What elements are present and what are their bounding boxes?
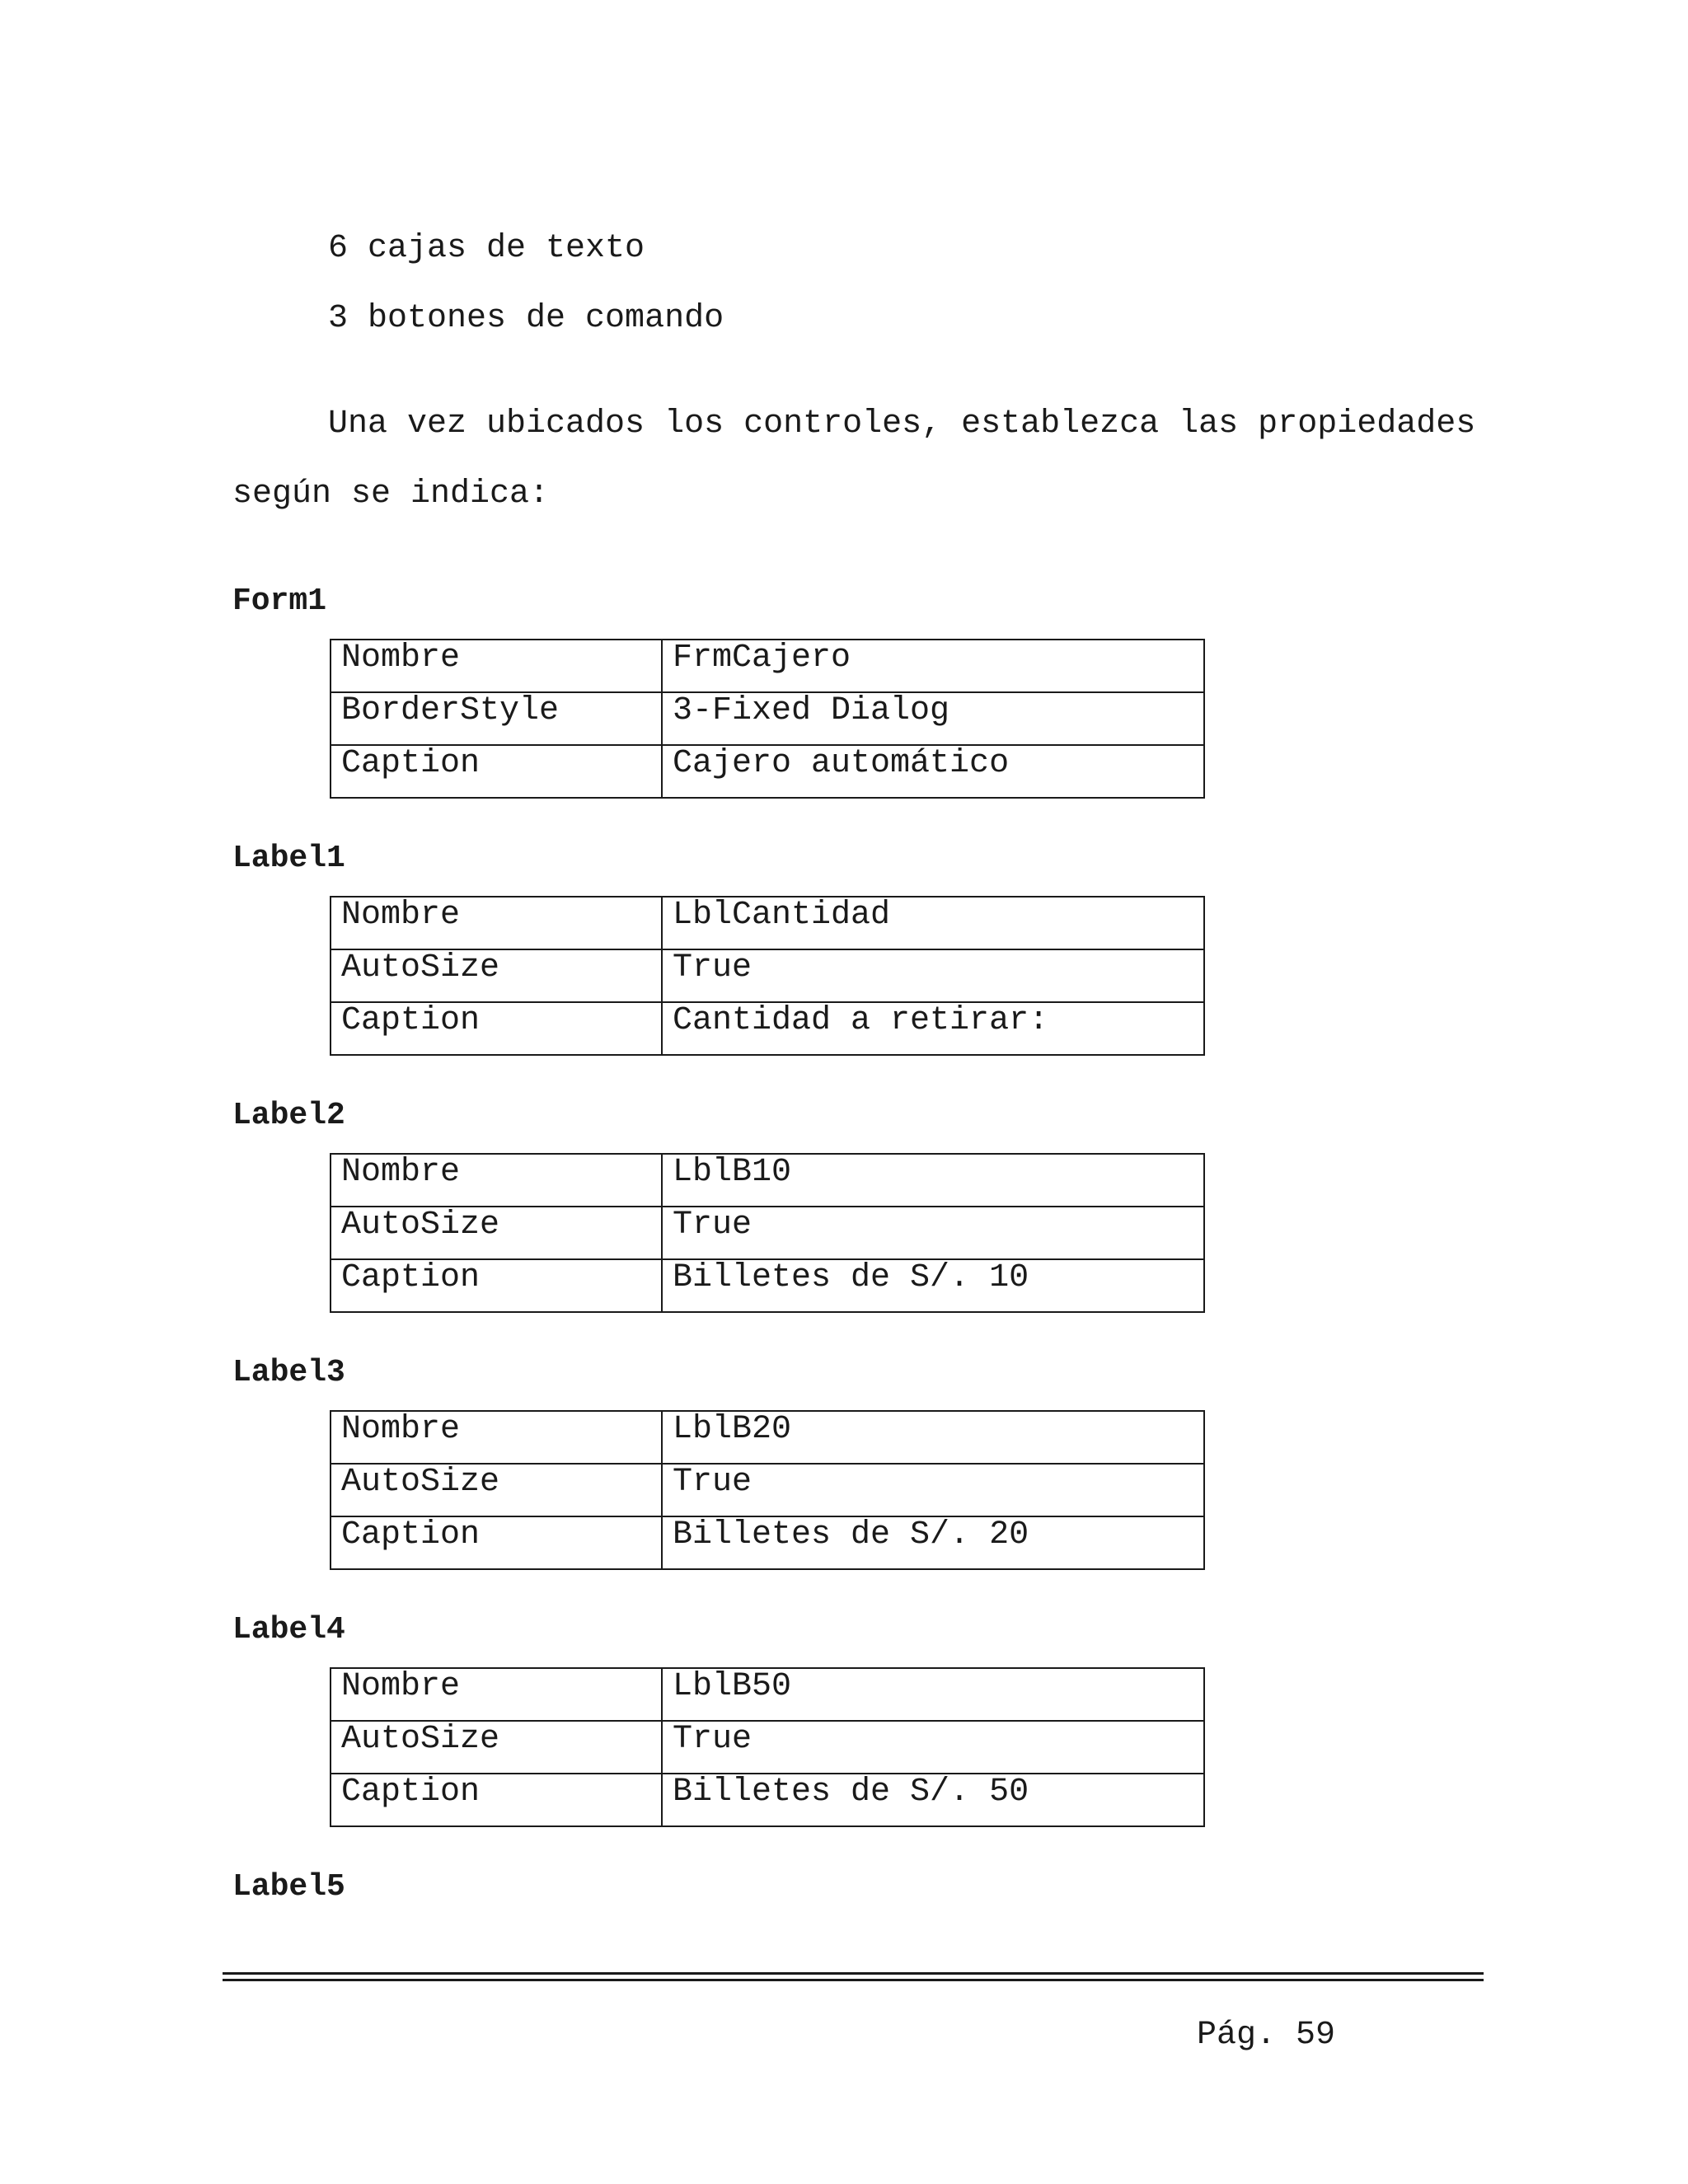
table-row xyxy=(331,745,1204,798)
property-value-cell: LblCantidad xyxy=(662,897,1204,949)
table-row xyxy=(331,640,1204,692)
property-value-cell: Billetes de S/. 20 xyxy=(662,1516,1204,1569)
table-row xyxy=(331,692,1204,745)
property-value-cell: Cajero automático xyxy=(662,745,1204,798)
property-value-cell: True xyxy=(662,949,1204,1002)
table-row xyxy=(331,1002,1204,1055)
property-name-cell: Caption xyxy=(331,745,662,798)
section-heading-label2: Label2 xyxy=(232,1098,345,1133)
section-heading-label3: Label3 xyxy=(232,1355,345,1390)
property-name-cell: AutoSize xyxy=(331,949,662,1002)
property-name-cell: Caption xyxy=(331,1002,662,1055)
property-value-cell: True xyxy=(662,1464,1204,1516)
property-value-cell: Billetes de S/. 10 xyxy=(662,1259,1204,1312)
section-heading-label5: Label5 xyxy=(232,1869,345,1905)
table-row xyxy=(331,1774,1204,1826)
properties-table-form1 xyxy=(330,639,1205,799)
table-row xyxy=(331,949,1204,1002)
table-row xyxy=(331,1259,1204,1312)
property-name-cell: AutoSize xyxy=(331,1721,662,1774)
table-row xyxy=(331,1207,1204,1259)
table-row xyxy=(331,1721,1204,1774)
table-row xyxy=(331,1154,1204,1207)
properties-table-label2 xyxy=(330,1153,1205,1313)
table-row xyxy=(331,1516,1204,1569)
footer-rule-double xyxy=(223,1979,1484,1981)
property-name-cell: Nombre xyxy=(331,1668,662,1721)
property-name-cell: Caption xyxy=(331,1259,662,1312)
property-value-cell: 3-Fixed Dialog xyxy=(662,692,1204,745)
properties-table-label4 xyxy=(330,1667,1205,1827)
property-value-cell: True xyxy=(662,1721,1204,1774)
table-row xyxy=(331,897,1204,949)
section-heading-label4: Label4 xyxy=(232,1612,345,1647)
property-name-cell: Caption xyxy=(331,1516,662,1569)
property-value-cell: True xyxy=(662,1207,1204,1259)
property-name-cell: AutoSize xyxy=(331,1207,662,1259)
section-heading-label1: Label1 xyxy=(232,841,345,876)
list-item-text-boxes: 6 cajas de texto xyxy=(328,230,645,267)
property-name-cell: Nombre xyxy=(331,640,662,692)
property-value-cell: LblB20 xyxy=(662,1411,1204,1464)
property-name-cell: Nombre xyxy=(331,897,662,949)
properties-table-label1 xyxy=(330,896,1205,1056)
paragraph-line-1: Una vez ubicados los controles, establezca las propiedades xyxy=(328,405,1476,443)
property-name-cell: BorderStyle xyxy=(331,692,662,745)
property-value-cell: LblB50 xyxy=(662,1668,1204,1721)
table-row xyxy=(331,1464,1204,1516)
property-value-cell: LblB10 xyxy=(662,1154,1204,1207)
property-value-cell: Billetes de S/. 50 xyxy=(662,1774,1204,1826)
footer-rule xyxy=(223,1972,1484,1975)
property-value-cell: Cantidad a retirar: xyxy=(662,1002,1204,1055)
section-heading-form1: Form1 xyxy=(232,583,327,619)
table-row xyxy=(331,1668,1204,1721)
page-number: Pág. 59 xyxy=(1197,2017,1336,2054)
property-name-cell: Nombre xyxy=(331,1154,662,1207)
property-name-cell: Nombre xyxy=(331,1411,662,1464)
property-name-cell: Caption xyxy=(331,1774,662,1826)
paragraph-line-2: según se indica: xyxy=(232,476,550,513)
property-name-cell: AutoSize xyxy=(331,1464,662,1516)
properties-table-label3 xyxy=(330,1410,1205,1570)
list-item-command-buttons: 3 botones de comando xyxy=(328,300,724,337)
property-value-cell: FrmCajero xyxy=(662,640,1204,692)
table-row xyxy=(331,1411,1204,1464)
